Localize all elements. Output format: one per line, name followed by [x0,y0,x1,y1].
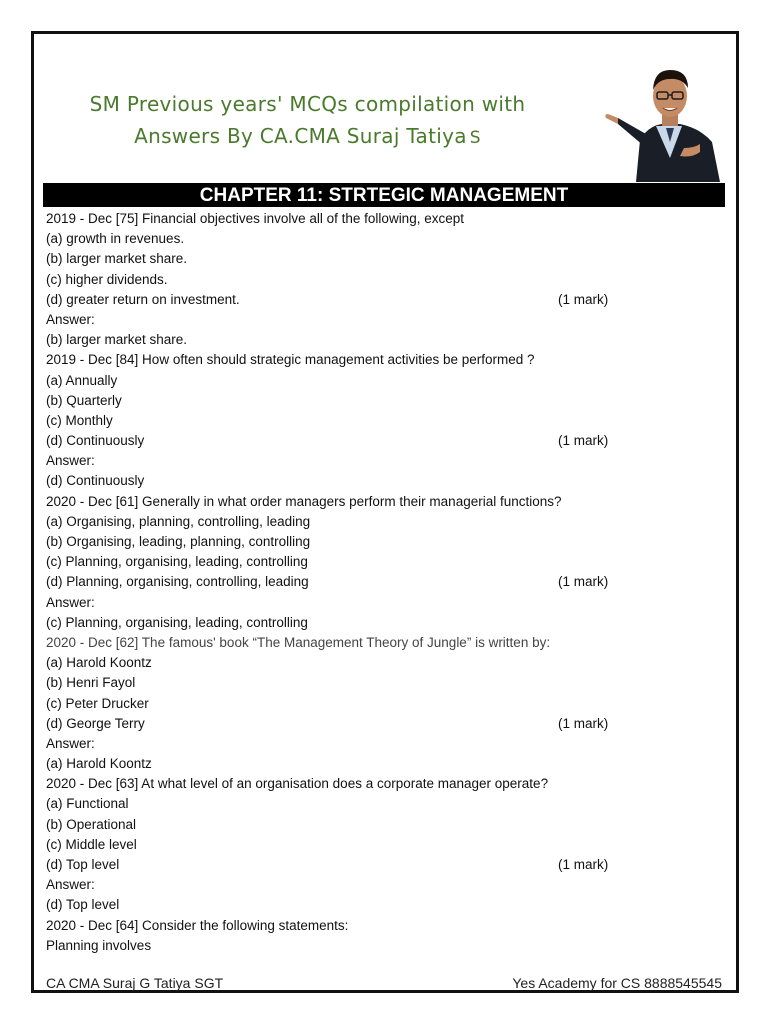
content-line [46,855,726,875]
document-title-line-2 [40,124,575,148]
mark-label: (1 mark) [558,857,609,872]
content-line [46,532,726,552]
content-line [46,835,726,855]
content-line [46,815,726,835]
line-text: 2020 - Dec [63] At what level of an organisation does a corporate manager operate? [46,776,549,792]
line-text: (a) Functional [46,796,129,812]
content-line [46,229,726,249]
content-line [46,290,726,310]
title-suffix: S [469,128,481,148]
line-text: (d) Top level [46,897,120,913]
line-text: (b) larger market share. [46,251,188,267]
content-line [46,350,726,370]
content-line [46,714,726,734]
line-text: (c) Middle level [46,836,137,852]
line-text: (a) Organising, planning, controlling, leading [46,513,311,529]
line-text: (d) greater return on investment. [46,291,240,307]
content-line [46,552,726,572]
content-line [46,754,726,774]
line-text: (d) Continuously [46,433,145,449]
title-line-2-text: Answers By CA.CMA Suraj Tatiya [134,124,467,148]
author-photo [600,62,724,182]
footer-academy: Yes Academy for CS 8888545545 [512,975,722,991]
content-line [46,572,726,592]
line-text: (d) George Terry [46,715,145,731]
line-text: (d) Planning, organising, controlling, leading [46,574,309,590]
content-line [46,774,726,794]
mcq-content [46,209,726,956]
content-line [46,391,726,411]
content-line [46,875,726,895]
footer-author: CA CMA Suraj G Tatiya SGT [46,975,224,991]
content-line [46,734,726,754]
line-text: (c) Monthly [46,412,113,428]
line-text: 2020 - Dec [64] Consider the following statements: [46,917,349,933]
line-text: 2020 - Dec [61] Generally in what order managers perform their managerial functions? [46,493,562,509]
line-text: Answer: [46,735,95,751]
line-text: Answer: [46,594,95,610]
content-line [46,249,726,269]
content-line [46,916,726,936]
line-text: (b) Operational [46,816,137,832]
content-line [46,633,726,653]
line-text: (a) Harold Koontz [46,756,152,772]
content-line [46,512,726,532]
content-line [46,431,726,451]
content-line [46,613,726,633]
content-line [46,895,726,915]
line-text: (c) Planning, organising, leading, controlling [46,614,308,630]
mark-label: (1 mark) [558,715,609,731]
content-line [46,794,726,814]
content-line [46,330,726,350]
line-text: (a) Annually [46,372,118,388]
content-line [46,492,726,512]
mark-label: (1 mark) [558,433,609,449]
line-text: (d) Top level [46,857,120,872]
line-text: Answer: [46,877,95,893]
content-line [46,593,726,613]
mark-label: (1 mark) [558,291,609,307]
content-line [46,411,726,431]
content-line [46,471,726,491]
title-line-1-text: SM Previous years' MCQs compilation with [89,92,526,116]
content-line [46,451,726,471]
line-text: (b) larger market share. [46,332,188,348]
line-text: (c) Planning, organising, leading, controlling [46,554,308,570]
line-text: (c) Peter Drucker [46,695,149,711]
line-text: (d) Continuously [46,473,145,489]
content-line [46,694,726,714]
content-line [46,371,726,391]
mark-label: (1 mark) [558,574,609,590]
document-title-line-1 [40,92,575,116]
line-text: Answer: [46,311,95,327]
content-line [46,653,726,673]
line-text: (b) Organising, leading, planning, controlling [46,534,311,549]
content-line [46,310,726,330]
chapter-title-bar [43,183,725,207]
content-line [46,936,726,956]
line-text: (b) Quarterly [46,392,122,408]
line-text: 2020 - Dec [62] The famous' book “The Management Theory of Jungle” is written by: [46,634,551,650]
line-text: Planning involves [46,937,152,953]
line-text: (a) growth in revenues. [46,231,185,247]
content-line [46,270,726,290]
line-text: (b) Henri Fayol [46,675,136,691]
line-text: 2019 - Dec [84] How often should strategic management activities be performed ? [46,352,535,368]
chapter-title: CHAPTER 11: STRTEGIC MANAGEMENT [199,185,569,206]
content-line [46,209,726,229]
line-text: Answer: [46,453,95,469]
content-line [46,673,726,693]
line-text: (c) higher dividends. [46,271,168,287]
line-text: 2019 - Dec [75] Financial objectives involve all of the following, except [46,211,464,226]
line-text: (a) Harold Koontz [46,655,152,671]
